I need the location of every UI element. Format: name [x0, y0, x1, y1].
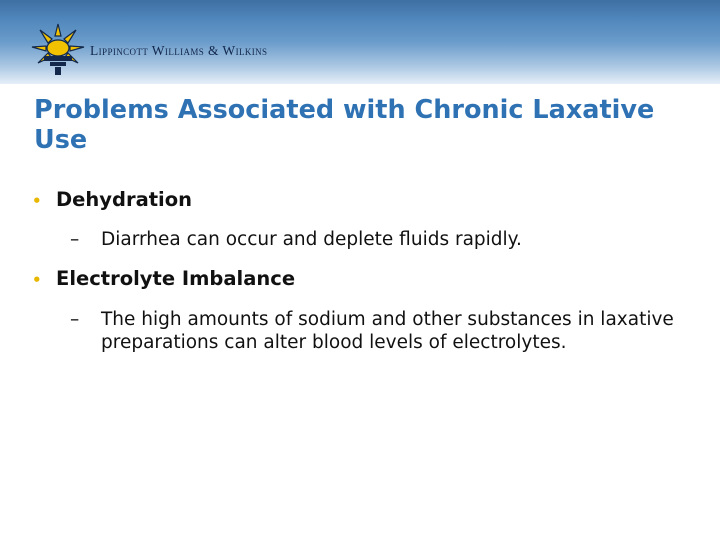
bullet-marker: •	[32, 271, 42, 289]
header-band	[0, 0, 720, 84]
bullet-label: Dehydration	[56, 188, 193, 211]
sunburst-logo-icon	[30, 22, 86, 78]
publisher-logo-text: Lippincott Williams & Wilkins	[90, 43, 268, 58]
bullet-label: Electrolyte Imbalance	[56, 267, 296, 290]
bullet-marker: •	[32, 192, 42, 210]
slide-title: Problems Associated with Chronic Laxative Use	[34, 95, 655, 155]
subpoint-marker: –	[70, 309, 80, 330]
subpoint-marker: –	[70, 229, 80, 250]
subpoint-text: Diarrhea can occur and deplete fluids rapidly.	[101, 229, 522, 250]
subpoint-text: The high amounts of sodium and other substances in laxative preparations can alter blood levels of electrolytes.	[101, 309, 674, 353]
